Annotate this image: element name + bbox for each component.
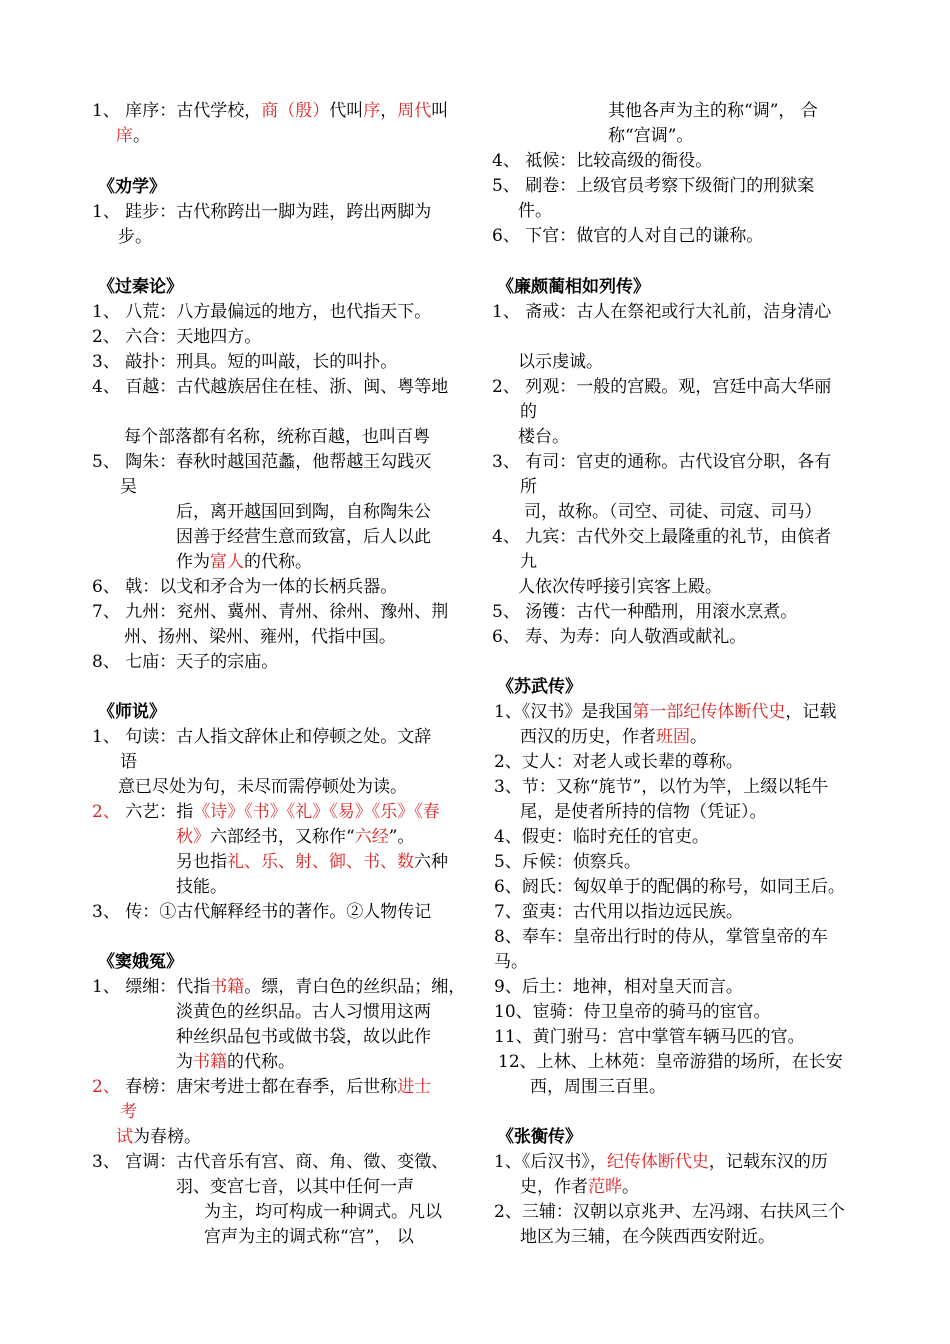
text-line xyxy=(494,975,743,1000)
text-line xyxy=(92,975,465,1000)
text-segment: 后，离开越国回到陶，自称陶朱公 xyxy=(176,502,431,522)
text-segment: 《劝学》 xyxy=(98,177,166,197)
text-segment: 因善于经营生意而致富，后人以此 xyxy=(176,527,431,547)
text-line xyxy=(176,500,431,525)
text-segment: 。缥，青白色的丝织品；缃， xyxy=(244,977,466,997)
highlight-text: 书籍 xyxy=(210,977,245,997)
text-segment: 六部经书，又称作“ xyxy=(210,827,355,847)
text-segment: 春榜：唐宋考进士都在春季，后世称 xyxy=(119,1077,398,1097)
text-segment: 为 xyxy=(176,1052,193,1072)
text-segment: 10、宦骑：侍卫皇帝的骑马的宦官。 xyxy=(494,1002,771,1022)
text-segment: 9、后土：地神，相对皇天而言。 xyxy=(494,977,743,997)
text-line xyxy=(92,1075,431,1100)
text-line xyxy=(520,725,707,750)
text-segment: 为主，均可构成一种调式。凡以 xyxy=(204,1202,442,1222)
text-segment: 1、 跬步：古代称跨出一脚为跬，跨出两脚为 xyxy=(92,202,432,222)
text-line xyxy=(116,1125,201,1150)
highlight-text: 庠 xyxy=(116,126,133,146)
highlight-text: 《诗》《书》《礼》《易》《乐》《春 xyxy=(193,802,440,822)
text-segment: 尾，是使者所持的信物（凭证）。 xyxy=(520,802,767,822)
text-line xyxy=(520,1175,639,1200)
text-line xyxy=(118,225,152,250)
text-line xyxy=(176,875,227,900)
text-line xyxy=(494,950,528,975)
text-segment: 2、三辅：汉朝以京兆尹、左冯翊、右扶风三个 xyxy=(494,1202,845,1222)
text-line xyxy=(176,825,414,850)
text-segment: 州、扬州、梁州、雍州，代指中国。 xyxy=(124,627,396,647)
text-line xyxy=(92,325,261,350)
section-heading xyxy=(98,700,166,725)
highlight-text: 纪传体断代史 xyxy=(606,1152,709,1172)
text-line xyxy=(494,775,828,800)
text-line xyxy=(92,450,431,475)
text-segment: 5、 陶朱：春秋时越国范蠡，他帮越王勾践灭 xyxy=(92,452,432,472)
text-segment: 《师说》 xyxy=(98,702,166,722)
text-segment: 步。 xyxy=(118,227,152,247)
highlight-text: 商（殷） xyxy=(261,101,330,121)
text-line xyxy=(92,650,278,675)
text-segment: 2、丈人：对老人或长辈的尊称。 xyxy=(494,752,743,772)
text-line xyxy=(492,625,746,650)
text-line xyxy=(518,575,722,600)
text-segment: ，记载 xyxy=(785,702,837,722)
text-line xyxy=(518,199,552,224)
section-heading xyxy=(497,675,582,700)
text-segment: 技能。 xyxy=(176,877,227,897)
text-segment: 每个部落都有名称，统称百越，也叫百粤 xyxy=(124,427,430,447)
text-segment: 西，周围三百里。 xyxy=(530,1077,666,1097)
text-segment: 8、奉车：皇帝出行时的侍从，掌管皇帝的车 xyxy=(494,927,828,947)
text-line xyxy=(92,725,431,750)
text-segment: 1、 庠序：古代学校， xyxy=(92,101,262,121)
text-segment: 作为 xyxy=(176,552,210,572)
text-segment: 4、 祗候：比较高级的衙役。 xyxy=(492,151,713,171)
text-segment: 西汉的历史，作者 xyxy=(520,727,656,747)
text-line xyxy=(520,550,537,575)
text-segment: 6、阏氏：匈奴单于的配偶的称号，如同王后。 xyxy=(494,877,845,897)
text-line xyxy=(608,99,818,124)
text-line xyxy=(92,300,431,325)
text-segment: 意已尽处为句，未尽而需停顿处为读。 xyxy=(118,777,407,797)
text-segment: 的 xyxy=(520,402,537,422)
text-line xyxy=(494,1000,771,1025)
text-segment: 1、《后汉书》， xyxy=(494,1152,607,1172)
highlight-text: 秋》 xyxy=(176,827,210,847)
text-line xyxy=(92,575,397,600)
text-segment: 6、 下官：做官的人对自己的谦称。 xyxy=(492,226,764,246)
text-line xyxy=(92,99,448,124)
text-segment: 以示虔诚。 xyxy=(518,352,603,372)
text-line xyxy=(204,1200,442,1225)
text-line xyxy=(492,174,814,199)
text-segment: 1、 斋戒：古人在祭祀或行大礼前，洁身清心 xyxy=(492,302,832,322)
text-segment: ，记载东汉的历 xyxy=(708,1152,828,1172)
highlight-text: 礼、乐、射、御、书、数 xyxy=(227,852,414,872)
text-segment: 《窦娥冤》 xyxy=(98,952,183,972)
section-heading xyxy=(98,950,183,975)
text-line xyxy=(124,425,430,450)
text-segment: 代叫 xyxy=(329,101,364,121)
text-line xyxy=(498,1050,843,1075)
text-segment: 3、 传：①古代解释经书的著作。②人物传记 xyxy=(92,902,432,922)
text-line xyxy=(120,1100,137,1125)
text-segment: 吴 xyxy=(120,477,137,497)
text-line xyxy=(520,400,537,425)
highlight-text: 班固 xyxy=(656,727,690,747)
text-line xyxy=(92,800,440,825)
text-line xyxy=(530,1075,666,1100)
text-line xyxy=(520,800,767,825)
text-segment: 《张衡传》 xyxy=(497,1127,582,1147)
text-segment: 种丝织品包书或做书袋，故以此作 xyxy=(176,1027,431,1047)
text-segment: 4、 百越：古代越族居住在桂、浙、闽、粤等地 xyxy=(92,377,449,397)
highlight-text: 试 xyxy=(116,1127,133,1147)
text-line xyxy=(520,475,537,500)
text-segment: 3、 宫调：古代音乐有宫、商、角、徵、变徵、 xyxy=(92,1152,449,1172)
text-segment: 6、 寿、为寿：向人敬酒或献礼。 xyxy=(492,627,747,647)
text-segment: 宫声为主的调式称“宫”， 以 xyxy=(204,1227,414,1247)
text-line xyxy=(494,900,743,925)
text-segment: 司，故称。（司空、司徒、司寇、司马） xyxy=(524,502,822,522)
text-segment: 5、斥候：侦察兵。 xyxy=(494,852,641,872)
text-line xyxy=(492,525,831,550)
text-line xyxy=(492,224,763,249)
text-segment: 淡黄色的丝织品。古人习惯用这两 xyxy=(176,1002,431,1022)
text-segment: 7、 九州：兖州、冀州、青州、徐州、豫州、荆 xyxy=(92,602,449,622)
text-line xyxy=(494,925,828,950)
text-segment: 4、假吏：临时充任的官吏。 xyxy=(494,827,709,847)
text-line xyxy=(492,600,797,625)
text-line xyxy=(492,149,712,174)
text-segment: 语 xyxy=(120,752,137,772)
text-segment: 的代称。 xyxy=(227,1052,295,1072)
text-line xyxy=(176,850,448,875)
text-line xyxy=(176,525,431,550)
highlight-text: 范晔 xyxy=(588,1177,622,1197)
text-segment: 5、 刷卷：上级官员考察下级衙门的刑狱案 xyxy=(492,176,815,196)
text-line xyxy=(124,625,396,650)
text-segment: 3、 敲扑：刑具。短的叫敲，长的叫扑。 xyxy=(92,352,398,372)
text-line xyxy=(92,200,431,225)
text-line xyxy=(118,775,407,800)
text-segment: 。 xyxy=(622,1177,639,1197)
text-segment: 1、《汉书》是我国 xyxy=(494,702,633,722)
highlight-text: 2、 xyxy=(92,1077,120,1097)
text-segment: 2、 六合：天地四方。 xyxy=(92,327,262,347)
text-line xyxy=(494,825,709,850)
highlight-text: 2、 xyxy=(92,802,120,822)
text-line xyxy=(608,124,693,149)
text-line xyxy=(524,500,822,525)
text-segment: 九 xyxy=(520,552,537,572)
text-line xyxy=(492,300,831,325)
text-segment: 马。 xyxy=(494,952,528,972)
text-segment: 另也指 xyxy=(176,852,227,872)
text-segment: 人依次传呼接引宾客上殿。 xyxy=(518,577,722,597)
text-line xyxy=(176,1025,431,1050)
text-line xyxy=(92,900,431,925)
text-line xyxy=(494,1025,805,1050)
highlight-text: 考 xyxy=(120,1102,137,1122)
text-line xyxy=(520,1225,775,1250)
text-segment: 《过秦论》 xyxy=(98,277,183,297)
text-segment: 1、 缥缃：代指 xyxy=(92,977,211,997)
text-segment: 2、 列观：一般的宫殿。观，宫廷中高大华丽 xyxy=(492,377,832,397)
text-segment: 3、节：又称“旄节”，以竹为竿，上缀以牦牛 xyxy=(494,777,829,797)
text-segment: 《苏武传》 xyxy=(497,677,582,697)
text-line xyxy=(176,1050,295,1075)
text-line xyxy=(518,425,569,450)
highlight-text: 第一部纪传体断代史 xyxy=(632,702,786,722)
text-line xyxy=(492,375,831,400)
section-heading xyxy=(497,275,650,300)
text-segment: 《廉颇蔺相如列传》 xyxy=(497,277,650,297)
text-segment: 地区为三辅，在今陕西西安附近。 xyxy=(520,1227,775,1247)
text-line xyxy=(494,875,845,900)
text-segment: 羽、变宫七音，以其中任何一声 xyxy=(176,1177,414,1197)
text-line xyxy=(176,1175,414,1200)
text-line xyxy=(494,1200,845,1225)
text-segment: 5、 汤镬：古代一种酷刑，用滚水烹煮。 xyxy=(492,602,798,622)
text-line xyxy=(494,700,836,725)
highlight-text: 六经 xyxy=(354,827,389,847)
text-line xyxy=(492,450,831,475)
text-line xyxy=(494,1150,828,1175)
text-line xyxy=(176,550,312,575)
text-segment: 1、 八荒：八方最偏远的地方，也代指天下。 xyxy=(92,302,432,322)
text-line xyxy=(494,750,743,775)
text-segment: ”。 xyxy=(388,827,415,847)
text-line xyxy=(92,375,448,400)
text-segment: 为春榜。 xyxy=(133,1127,201,1147)
text-segment: 。 xyxy=(133,126,150,146)
text-line xyxy=(92,1150,448,1175)
text-segment: 所 xyxy=(520,477,537,497)
text-segment: 其他各声为主的称“调”， 合 xyxy=(608,101,818,121)
section-heading xyxy=(497,1125,582,1150)
text-segment: 的代称。 xyxy=(244,552,312,572)
text-line xyxy=(204,1225,414,1250)
text-segment: 4、 九宾：古代外交上最隆重的礼节，由傧者 xyxy=(492,527,832,547)
text-segment: ， xyxy=(380,101,398,121)
text-segment: 六种 xyxy=(414,852,448,872)
text-segment: 楼台。 xyxy=(518,427,569,447)
text-line xyxy=(494,850,641,875)
text-line xyxy=(92,350,397,375)
highlight-text: 书籍 xyxy=(193,1052,227,1072)
text-segment: 11、黄门驸马：宫中掌管车辆马匹的官。 xyxy=(494,1027,805,1047)
text-segment: 叫 xyxy=(431,101,449,121)
text-segment: 8、 七庙：天子的宗庙。 xyxy=(92,652,279,672)
text-segment: 六艺：指 xyxy=(119,802,194,822)
text-line xyxy=(92,600,448,625)
text-line xyxy=(120,475,137,500)
text-segment: 6、 戟：以戈和矛合为一体的长柄兵器。 xyxy=(92,577,398,597)
section-heading xyxy=(98,275,183,300)
highlight-text: 序 xyxy=(363,101,381,121)
text-segment: 件。 xyxy=(518,201,552,221)
text-segment: 3、 有司：官吏的通称。古代设官分职，各有 xyxy=(492,452,832,472)
text-segment: 。 xyxy=(690,727,707,747)
text-segment: 12、上林、上林苑：皇帝游猎的场所，在长安 xyxy=(498,1052,843,1072)
text-line xyxy=(518,350,603,375)
text-line xyxy=(176,1000,431,1025)
text-segment: 史，作者 xyxy=(520,1177,588,1197)
section-heading xyxy=(98,175,166,200)
text-segment: 1、 句读：古人指文辞休止和停顿之处。文辞 xyxy=(92,727,432,747)
text-line xyxy=(120,750,137,775)
highlight-text: 周代 xyxy=(397,101,432,121)
text-line xyxy=(116,124,150,149)
text-segment: 称“宫调”。 xyxy=(608,126,694,146)
highlight-text: 富人 xyxy=(210,552,244,572)
highlight-text: 进士 xyxy=(397,1077,432,1097)
text-segment: 7、蛮夷：古代用以指边远民族。 xyxy=(494,902,743,922)
